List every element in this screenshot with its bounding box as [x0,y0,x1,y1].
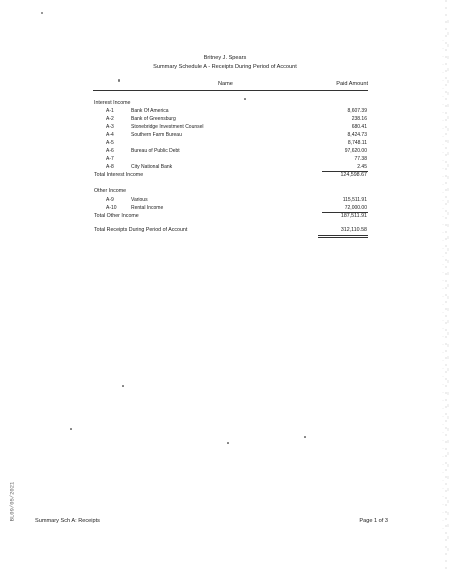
total-other-income-amount: 187,511.91 [340,213,367,219]
scan-speck [118,79,120,82]
footer-page-number: Page 1 of 3 [359,518,388,524]
document-person-name: Britney J. Spears [203,55,247,61]
grand-total-double-rule [318,237,368,238]
interest-income-heading: Interest Income [94,100,131,106]
total-receipts-amount: 312,110.58 [340,227,367,233]
row-code: A-7 [106,156,114,162]
total-interest-income-label: Total Interest Income [94,172,144,178]
row-code: A-4 [106,132,114,138]
scan-speck [41,12,43,14]
table-row [0,148,450,155]
row-amount: 115,511.91 [342,197,367,203]
row-code: A-5 [106,140,114,146]
row-amount: 2.45 [357,164,367,170]
row-amount: 680.41 [351,124,367,130]
total-other-income-label: Total Other Income [94,213,139,219]
table-row [0,197,450,204]
footer-left: Summary Sch A: Receipts [35,518,100,524]
table-row [0,132,450,139]
table-row [0,205,450,212]
row-name: Stonebridge Investment Counsel [131,124,204,130]
table-row [0,116,450,123]
row-amount: 238.16 [351,116,367,122]
row-amount: 97,620.00 [344,148,367,154]
scan-speck [122,385,124,387]
column-header-name: Name [218,81,233,87]
scan-speck [227,442,229,444]
table-row [0,108,450,115]
header-rule [93,90,368,91]
row-code: A-2 [106,116,114,122]
table-row [0,124,450,131]
row-amount: 8,424.73 [347,132,367,138]
row-amount: 8,748.11 [347,140,367,146]
row-name: Rental Income [131,205,164,211]
other-income-heading: Other Income [94,188,127,194]
row-name: Southern Farm Bureau [131,132,182,138]
row-name: Various [131,197,148,203]
scan-speck [244,98,246,100]
table-row [0,164,450,171]
row-code: A-6 [106,148,114,154]
row-amount: 72,000.00 [344,205,367,211]
row-code: A-10 [106,205,117,211]
scan-speck [304,436,306,438]
row-name: Bureau of Public Debt [131,148,180,154]
schedule-title: Summary Schedule A - Receipts During Period of Account [153,64,297,70]
grand-total-double-rule [318,235,368,236]
row-name: Bank of Greensburg [131,116,176,122]
row-amount: 77.38 [354,156,367,162]
side-stamp: BL09/05/2021 [8,481,16,522]
scan-speck [70,428,72,430]
row-name: City National Bank [131,164,173,170]
table-row [0,156,450,163]
scan-edge-noise [380,0,450,569]
total-interest-income-amount: 124,598.67 [340,172,367,178]
column-header-amount: Paid Amount [336,81,368,87]
total-receipts-label: Total Receipts During Period of Account [94,227,188,233]
row-code: A-3 [106,124,114,130]
row-amount: 8,607.39 [347,108,367,114]
row-code: A-8 [106,164,114,170]
row-code: A-9 [106,197,114,203]
table-row [0,140,450,147]
row-code: A-1 [106,108,114,114]
row-name: Bank Of America [131,108,169,114]
